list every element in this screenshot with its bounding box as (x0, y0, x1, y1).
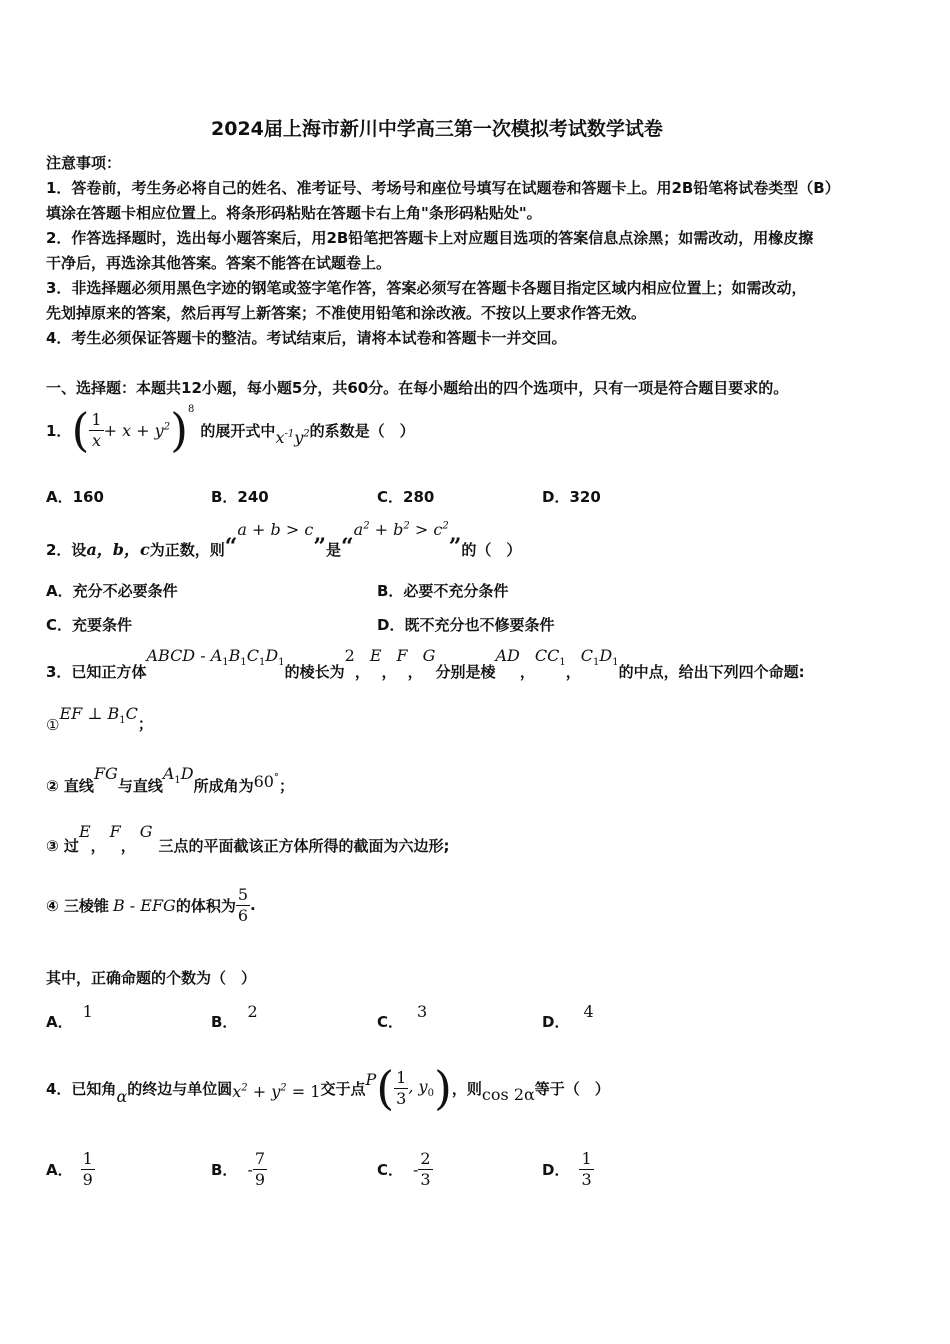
proposition-3: ③ 过 E ， F ， G 三点的平面截该正方体所得的截面为六边形; (46, 822, 450, 855)
right-paren: ) (170, 403, 189, 457)
option-a[interactable]: A． 1 (46, 1002, 93, 1031)
question-1: 1． ( $\frac{1}{x}$ + $x + y^2$ ) 8 的展开式中 $x^{-1}y^2$ 的系数是（ ） (46, 403, 415, 457)
notice-line: 3．非选择题必须用黑色字迹的钢笔或签字笔作答，答案必须写在答题卡各题目指定区域内相应位置上；如需改动， (46, 279, 807, 297)
notice-line: 填涂在答题卡相应位置上。将条形码粘贴在答题卡右上角"条形码粘贴处"。 (46, 204, 542, 222)
notice-line: 4．考生必须保证答题卡的整洁。考试结束后，请将本试卷和答题卡一并交回。 (46, 329, 567, 347)
option-a[interactable]: A． $\frac{1}{9}$ (46, 1148, 93, 1189)
option-b[interactable]: B． - $\frac{7}{9}$ (211, 1148, 266, 1189)
notice-line: 干净后，再选涂其他答案。答案不能答在试题卷上。 (46, 254, 392, 272)
left-paren: ( (71, 403, 90, 457)
notice-heading: 注意事项： (46, 154, 122, 172)
fraction: $\frac{1}{x}$ (91, 409, 102, 450)
option-d[interactable]: D． 4 (542, 1002, 594, 1031)
question-3: 3．已知正方体 ABCD - $A_1B_1C_1D_1$ 的棱长为 2 ， E ， F ， G 分别是棱 AD ， $CC_1$ ， $C_1D_1$ 的中点，给出下列四个命题: (46, 646, 805, 681)
question-number: 1． (46, 421, 72, 440)
option-a[interactable]: A．160 (46, 488, 104, 506)
option-c[interactable]: C． 3 (377, 1002, 428, 1031)
notice-line: 1．答卷前，考生务必将自己的姓名、准考证号、考场号和座位号填写在试题卷和答题卡上。用2B铅笔将试卷类型（B） (46, 179, 840, 197)
page-title: 2024届上海市新川中学高三第一次模拟考试数学试卷 (211, 118, 663, 140)
option-d[interactable]: D．既不充分也不修要条件 (377, 616, 555, 634)
notice-line: 先划掉原来的答案，然后再写上新答案；不准使用铅笔和涂改液。不按以上要求作答无效。 (46, 304, 647, 322)
notice-line: 2．作答选择题时，选出每小题答案后，用2B铅笔把答题卡上对应题目选项的答案信息点涂黑；如需改动，用橡皮擦 (46, 229, 814, 247)
option-c[interactable]: C．280 (377, 488, 435, 506)
proposition-1: ① EF ⊥ $B_1C$ ； (46, 704, 153, 734)
proposition-4: ④ 三棱锥 B - EFG 的体积为 $\frac{5}{6}$ . (46, 884, 256, 925)
option-d[interactable]: D．320 (542, 488, 601, 506)
term: $x^{-1}y^2$ (275, 427, 310, 447)
option-b[interactable]: B．240 (211, 488, 269, 506)
option-b[interactable]: B．必要不充分条件 (377, 582, 509, 600)
option-c[interactable]: C．充要条件 (46, 616, 133, 634)
cube-name: ABCD - $A_1B_1C_1D_1$ (146, 646, 285, 669)
question-4: 4．已知角 α 的终边与单位圆 $x^2 + y^2 = 1$ 交于点 P ( $\frac{1}{3}$ , $y_0$ ) ，则 cos 2α 等于（ ） (46, 1061, 610, 1115)
option-d[interactable]: D． $\frac{1}{3}$ (542, 1148, 592, 1189)
proposition-2: ② 直线 FG 与直线 $A_1D$ 所成角为 60° ； (46, 764, 294, 795)
section-heading: 一、选择题：本题共12小题，每小题5分，共60分。在每小题给出的四个选项中，只有一项是符合题目要求的。 (46, 379, 789, 397)
option-a[interactable]: A．充分不必要条件 (46, 582, 178, 600)
question-prompt: 其中，正确命题的个数为（ ） (46, 969, 257, 987)
option-b[interactable]: B． 2 (211, 1002, 258, 1031)
question-2: 2．设 a，b，c 为正数，则 “ a + b > c ” 是 “ $a^2 + b^2 > c^2$ ” 的（ ） (46, 520, 522, 560)
option-c[interactable]: C． - $\frac{2}{3}$ (377, 1148, 431, 1189)
